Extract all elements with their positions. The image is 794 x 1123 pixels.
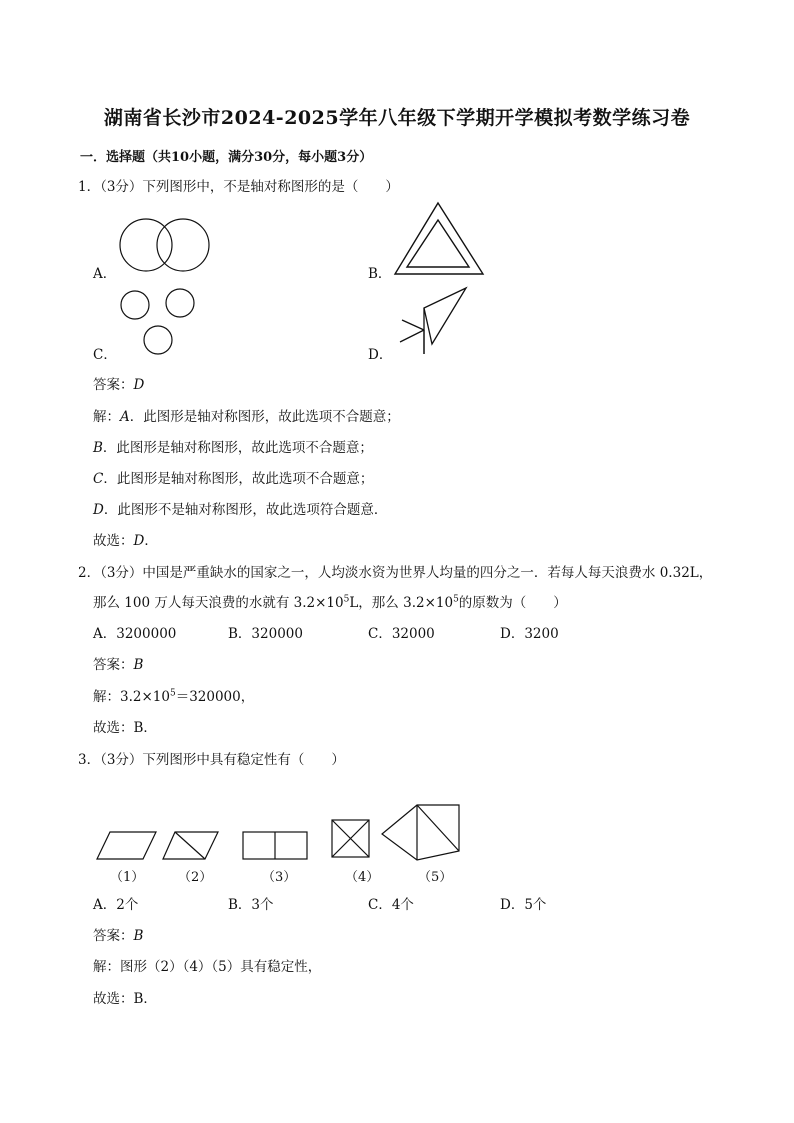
q3-conclusion: 故选：B． [93,991,157,1007]
figure-caption-4: （4） [345,870,380,885]
q2-conclusion: 故选：B． [93,720,157,736]
figure-1b-nested-triangles [393,200,487,278]
figure-caption-5: （5） [418,870,453,885]
q2-option-b: B．320000 [228,626,303,642]
q1-solution-line-a: 解：A．此图形是轴对称图形，故此选项不合题意； [93,409,400,425]
q3-answer: 答案：B [93,928,144,944]
q3-option-b: B．3个 [228,897,274,913]
question-1-stem: 1．（3分）下列图形中，不是轴对称图形的是（ ） [78,179,399,195]
q2-option-a: A．3200000 [93,626,177,642]
q1-option-d-label: D． [368,347,393,363]
q1-option-c-label: C． [93,347,117,363]
figure-1a-two-circles [118,218,214,274]
q2-answer: 答案：B [93,657,144,673]
section-heading: 一．选择题（共10小题，满分30分，每小题3分） [80,150,373,165]
q2-solution: 解：$3.2\times 10^5=320000$， [93,688,255,705]
figure-1d-arrow-shape [396,286,468,356]
q1-option-a-label: A． [93,266,117,282]
figure-1c-three-circles [118,288,198,358]
page-title: 湖南省长沙市2024-2025学年八年级下学期开学模拟考数学练习卷 [103,107,691,129]
q1-conclusion: 故选：D． [93,533,158,549]
q1-solution-line-c: C．此图形是轴对称图形，故此选项不合题意； [93,471,374,487]
figure-3-1-parallelogram [96,831,158,861]
figure-3-5-triangulated-shape [381,804,461,862]
q1-answer: 答案：D [93,377,145,393]
q2-option-d: D．3200 [500,626,559,642]
q2-option-c: C．32000 [368,626,435,642]
q1-solution-line-b: B．此图形是轴对称图形，故此选项不合题意； [93,440,373,456]
figure-3-3-divided-rectangle [242,831,308,861]
figure-caption-3: （3） [262,870,297,885]
q3-option-c: C．4个 [368,897,414,913]
figure-caption-1: （1） [110,870,145,885]
q3-option-a: A．2个 [93,897,139,913]
figure-caption-2: （2） [178,870,213,885]
figure-3-4-square-diagonals [331,819,371,859]
q3-option-d: D．5个 [500,897,547,913]
question-2-stem-line1: 2．（3分）中国是严重缺水的国家之一，人均淡水资为世界人均量的四分之一．若每人每天浪费水 0.32L， [78,565,713,581]
q3-solution: 解：图形（2）（4）（5）具有稳定性， [93,959,322,975]
q1-solution-line-d: D．此图形不是轴对称图形，故此选项符合题意． [93,502,388,518]
question-3-stem: 3．（3分）下列图形中具有稳定性有（ ） [78,752,345,768]
question-2-stem-line2: 那么 100 万人每天浪费的水就有 $3.2\times 10^5L$，那么 $3.2\times 10^5$的原数为（ ） [93,594,567,611]
q1-option-b-label: B． [368,266,392,282]
figure-3-2-parallelogram-diagonal [162,831,220,861]
